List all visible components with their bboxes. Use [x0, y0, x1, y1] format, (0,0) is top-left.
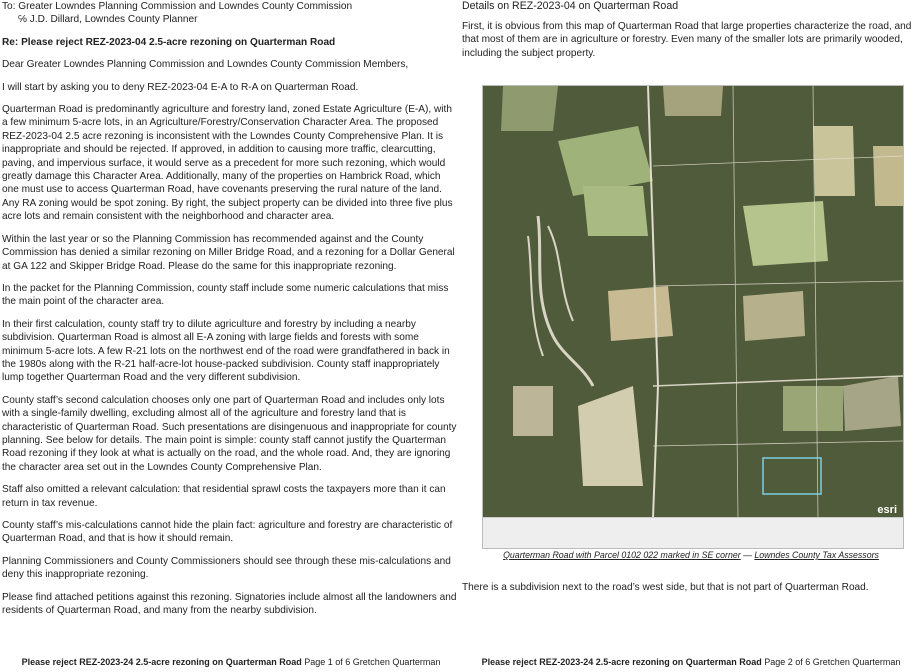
footer-title: Please reject REZ-2023-24 2.5-acre rezoning on Quarterman Road [21, 657, 302, 667]
page-footer [462, 657, 920, 667]
caption-separator: — [740, 550, 755, 560]
esri-watermark: esri [877, 504, 897, 516]
paragraph-5: In their first calculation, county staff try to dilute agriculture and forestry by including a nearby subdivision. Quarterman Road is almost all E-A zoning with large fields and forests with some minimum 5-acre lots. A few R-21 lots on the northwest end of the road were grandfathered in back in the 1980s along with the R-21 half-acre-lot house-packed subdivision. County staff inappropriately lump together Quarterman Road and the very different subdivision. [2, 318, 450, 384]
paragraph-6: County staff’s second calculation chooses only one part of Quarterman Road and includes only lots with a single-family dwelling, excluding almost all of the agriculture and forestry land that is characteristic of Quarterman Road. Such presentations are disingenuous and inappropriate for county planning. See below for details. The main point is simple: county staff cannot justify the Quarterman Road rezoning if they look at what is actually on the road, and the whole road. And, they are ignoring the character area set out in the Lowndes County Comprehensive Plan. [2, 394, 457, 473]
map-caption [462, 550, 920, 560]
paragraph-9: Planning Commissioners and County Commissioners should see through these mis-calculations and deny this inappropriate rezoning. [2, 555, 451, 581]
salutation: Dear Greater Lowndes Planning Commission and Lowndes County Commission Members, [2, 59, 409, 71]
paragraph-8: County staff’s mis-calculations cannot hide the plain fact: agriculture and forestry are characteristic of Quarterman Road, and that is how it should remain. [2, 520, 453, 545]
details-paragraph: First, it is obvious from this map of Quarterman Road that large properties characterize the road, and that most of them are in agriculture or forestry. Even many of the smaller lots are primarily wooded, including the subject property. [462, 21, 912, 59]
footer-title: Please reject REZ-2023-24 2.5-acre rezoning on Quarterman Road [481, 657, 762, 667]
footer-page-info: Page 1 of 6 Gretchen Quarterman [301, 657, 441, 667]
details-title: Details on REZ-2023-04 on Quarterman Road [462, 0, 679, 12]
to-line: To: Greater Lowndes Planning Commission and Lowndes County Commission [2, 1, 353, 12]
cc-line: ℅ J.D. Dillard, Lowndes County Planner [18, 14, 198, 26]
paragraph-3: Within the last year or so the Planning Commission has recommended against and the County Commission has denied a similar rezoning on Miller Bridge Road, and a rezoning for a Dollar General at GA 122 and Skipper Bridge Road. Please do the same for this inappropriate rezoning. [2, 233, 455, 272]
caption-link-assessors[interactable]: Lowndes County Tax Assessors [754, 550, 879, 560]
subject-line: Re: Please reject REZ-2023-04 2.5-acre rezoning on Quarterman Road [2, 36, 336, 48]
aerial-map-image [482, 85, 904, 549]
page-1 [2, 0, 460, 667]
paragraph-7: Staff also omitted a relevant calculation: that residential sprawl costs the taxpayers more than it can return in tax revenue. [2, 484, 446, 509]
caption-link-map[interactable]: Quarterman Road with Parcel 0102 022 marked in SE corner [503, 550, 741, 560]
paragraph-4: In the packet for the Planning Commission, county staff include some numeric calculations that miss the main point of the character area. [2, 282, 449, 308]
paragraph-10: Please find attached petitions against this rezoning. Signatories include almost all the landowners and residents of Quarterman Road, and many from the nearby subdivision. [2, 591, 457, 617]
paragraph-1: I will start by asking you to deny REZ-2023-04 E-A to R-A on Quarterman Road. [2, 81, 359, 93]
paragraph-2: Quarterman Road is predominantly agriculture and forestry land, zoned Estate Agriculture (E-A), with a few minimum 5-acre lots, in an Agriculture/Forestry/Conservation Character Area. The proposed REZ-2023-04 2.5 acre rezoning is inconsistent with the Lowndes County Comprehensive Plan. It is inappropriate and should be rejected. If approved, in addition to causing more traffic, clearcutting, paving, and impervious surface, it would serve as a precedent for more such rezoning, which would greatly damage this Character Area. Additionally, many of the properties on Hambrick Road, which one must use to access Quarterman Road, have covenants preserving the rural nature of the land. Any RA zoning would be spot zoning. By right, the subject property can be divided into three five plus acre lots and remain consistent with the neighborhood and character area. [2, 104, 453, 223]
subdivision-note: There is a subdivision next to the road’s west side, but that is not part of Quarterman Road. [462, 582, 869, 593]
aerial-map-graphic [483, 86, 903, 518]
footer-page-info: Page 2 of 6 Gretchen Quarterman [761, 657, 901, 667]
page-2 [462, 0, 920, 667]
page-footer [2, 657, 460, 667]
map-info-bar [483, 517, 903, 548]
